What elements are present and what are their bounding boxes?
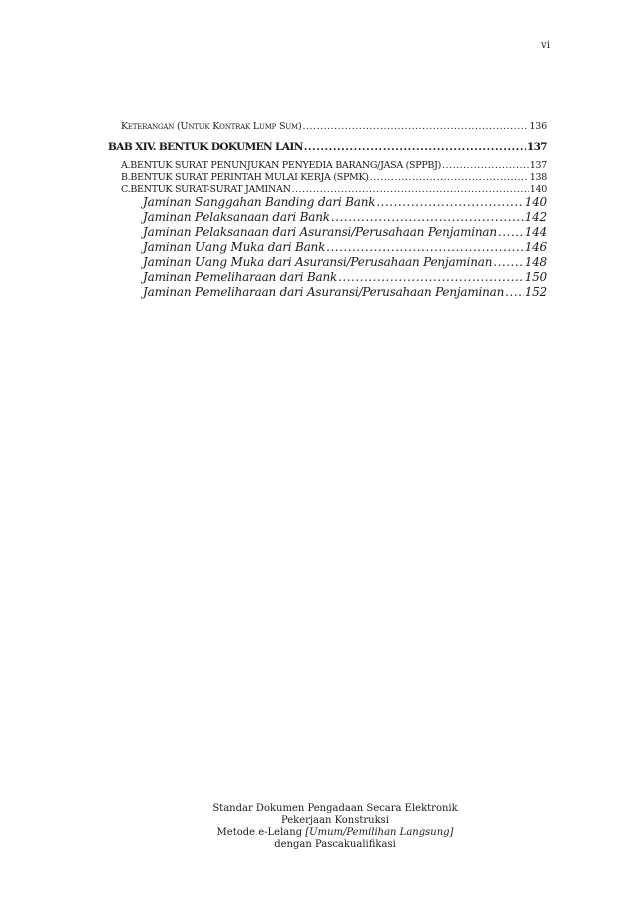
toc-entry-page: 148 (524, 255, 547, 269)
toc-entry-page: 144 (524, 225, 547, 239)
leader-dots (498, 225, 524, 239)
toc-entry-jaminan-pemeliharaan-asuransi[interactable] (143, 285, 547, 299)
toc-entry-jaminan-uang-muka-bank[interactable] (143, 240, 547, 254)
leader-dots (442, 160, 529, 171)
toc-entry-keterangan[interactable] (121, 121, 547, 132)
leader-dots (292, 184, 529, 195)
toc-entry-bab-xiv[interactable] (108, 141, 547, 153)
section-letter: A. (121, 160, 131, 171)
leader-dots (326, 240, 524, 254)
section-letter: C. (121, 184, 131, 195)
toc-entry-page: 142 (524, 210, 547, 224)
leader-dots (505, 285, 524, 299)
page-footer (200, 803, 470, 851)
section-letter: B. (121, 172, 131, 183)
toc-entry-page: 136 (529, 121, 547, 132)
toc-entry-label: Jaminan Pelaksanaan dari Bank (143, 210, 330, 224)
toc-entry-page: 140 (529, 184, 547, 195)
footer-line: dengan Pascakualifikasi (274, 839, 396, 850)
footer-method: Metode e-Lelang (216, 827, 306, 838)
toc-entry-jaminan-pemeliharaan-bank[interactable] (143, 270, 547, 284)
toc-entry-label: Jaminan Pemeliharaan dari Asuransi/Perusahaan Penjaminan (143, 285, 505, 299)
toc-entry-label: Keterangan (Untuk Kontrak Lump Sum) (121, 121, 302, 132)
toc-entry-label: BENTUK SURAT PERINTAH MULAI KERJA (SPMK) (130, 172, 369, 183)
leader-dots (331, 210, 524, 224)
toc-entry-label: BENTUK SURAT PENUNJUKAN PENYEDIA BARANG/JASA (SPPBJ) (130, 160, 442, 171)
toc-entry-page: 150 (524, 270, 547, 284)
footer-method-options: [Umum/Pemilihan Langsung] (305, 827, 454, 838)
toc-entry-jaminan-pelaksanaan-bank[interactable] (143, 210, 547, 224)
toc-entry-label: Jaminan Sanggahan Banding dari Bank (143, 195, 376, 209)
footer-line: Standar Dokumen Pengadaan Secara Elektronik (212, 803, 458, 814)
toc-entry-section-c[interactable] (121, 184, 547, 195)
toc-entry-page: 146 (524, 240, 547, 254)
leader-dots (304, 141, 526, 153)
leader-dots (493, 255, 523, 269)
toc-entry-page: 137 (529, 160, 547, 171)
toc-entry-label: Jaminan Uang Muka dari Asuransi/Perusahaan Penjaminan (143, 255, 493, 269)
toc-entry-page: 152 (524, 285, 547, 299)
toc-entry-label: BENTUK SURAT-SURAT JAMINAN (130, 184, 291, 195)
toc-entry-jaminan-pelaksanaan-asuransi[interactable] (143, 225, 547, 239)
toc-entry-section-a[interactable] (121, 160, 547, 171)
footer-line (200, 827, 470, 839)
footer-line: Pekerjaan Konstruksi (280, 815, 390, 826)
toc-entry-page: 137 (526, 141, 547, 153)
toc-entry-label: Jaminan Pelaksanaan dari Asuransi/Perusahaan Penjaminan (143, 225, 497, 239)
page-number: vi (541, 40, 551, 51)
leader-dots (370, 172, 529, 183)
toc-entry-page: 138 (529, 172, 547, 183)
toc-entry-jaminan-sanggahan-bank[interactable] (143, 195, 547, 209)
toc-entry-section-b[interactable] (121, 172, 547, 183)
toc-entry-page: 140 (524, 195, 547, 209)
leader-dots (302, 121, 528, 132)
toc-entry-jaminan-uang-muka-asuransi[interactable] (143, 255, 547, 269)
toc-entry-label: BAB XIV. BENTUK DOKUMEN LAIN (108, 141, 303, 153)
toc-entry-label: Jaminan Pemeliharaan dari Bank (143, 270, 338, 284)
leader-dots (338, 270, 524, 284)
toc-entry-label: Jaminan Uang Muka dari Bank (143, 240, 326, 254)
leader-dots (376, 195, 523, 209)
